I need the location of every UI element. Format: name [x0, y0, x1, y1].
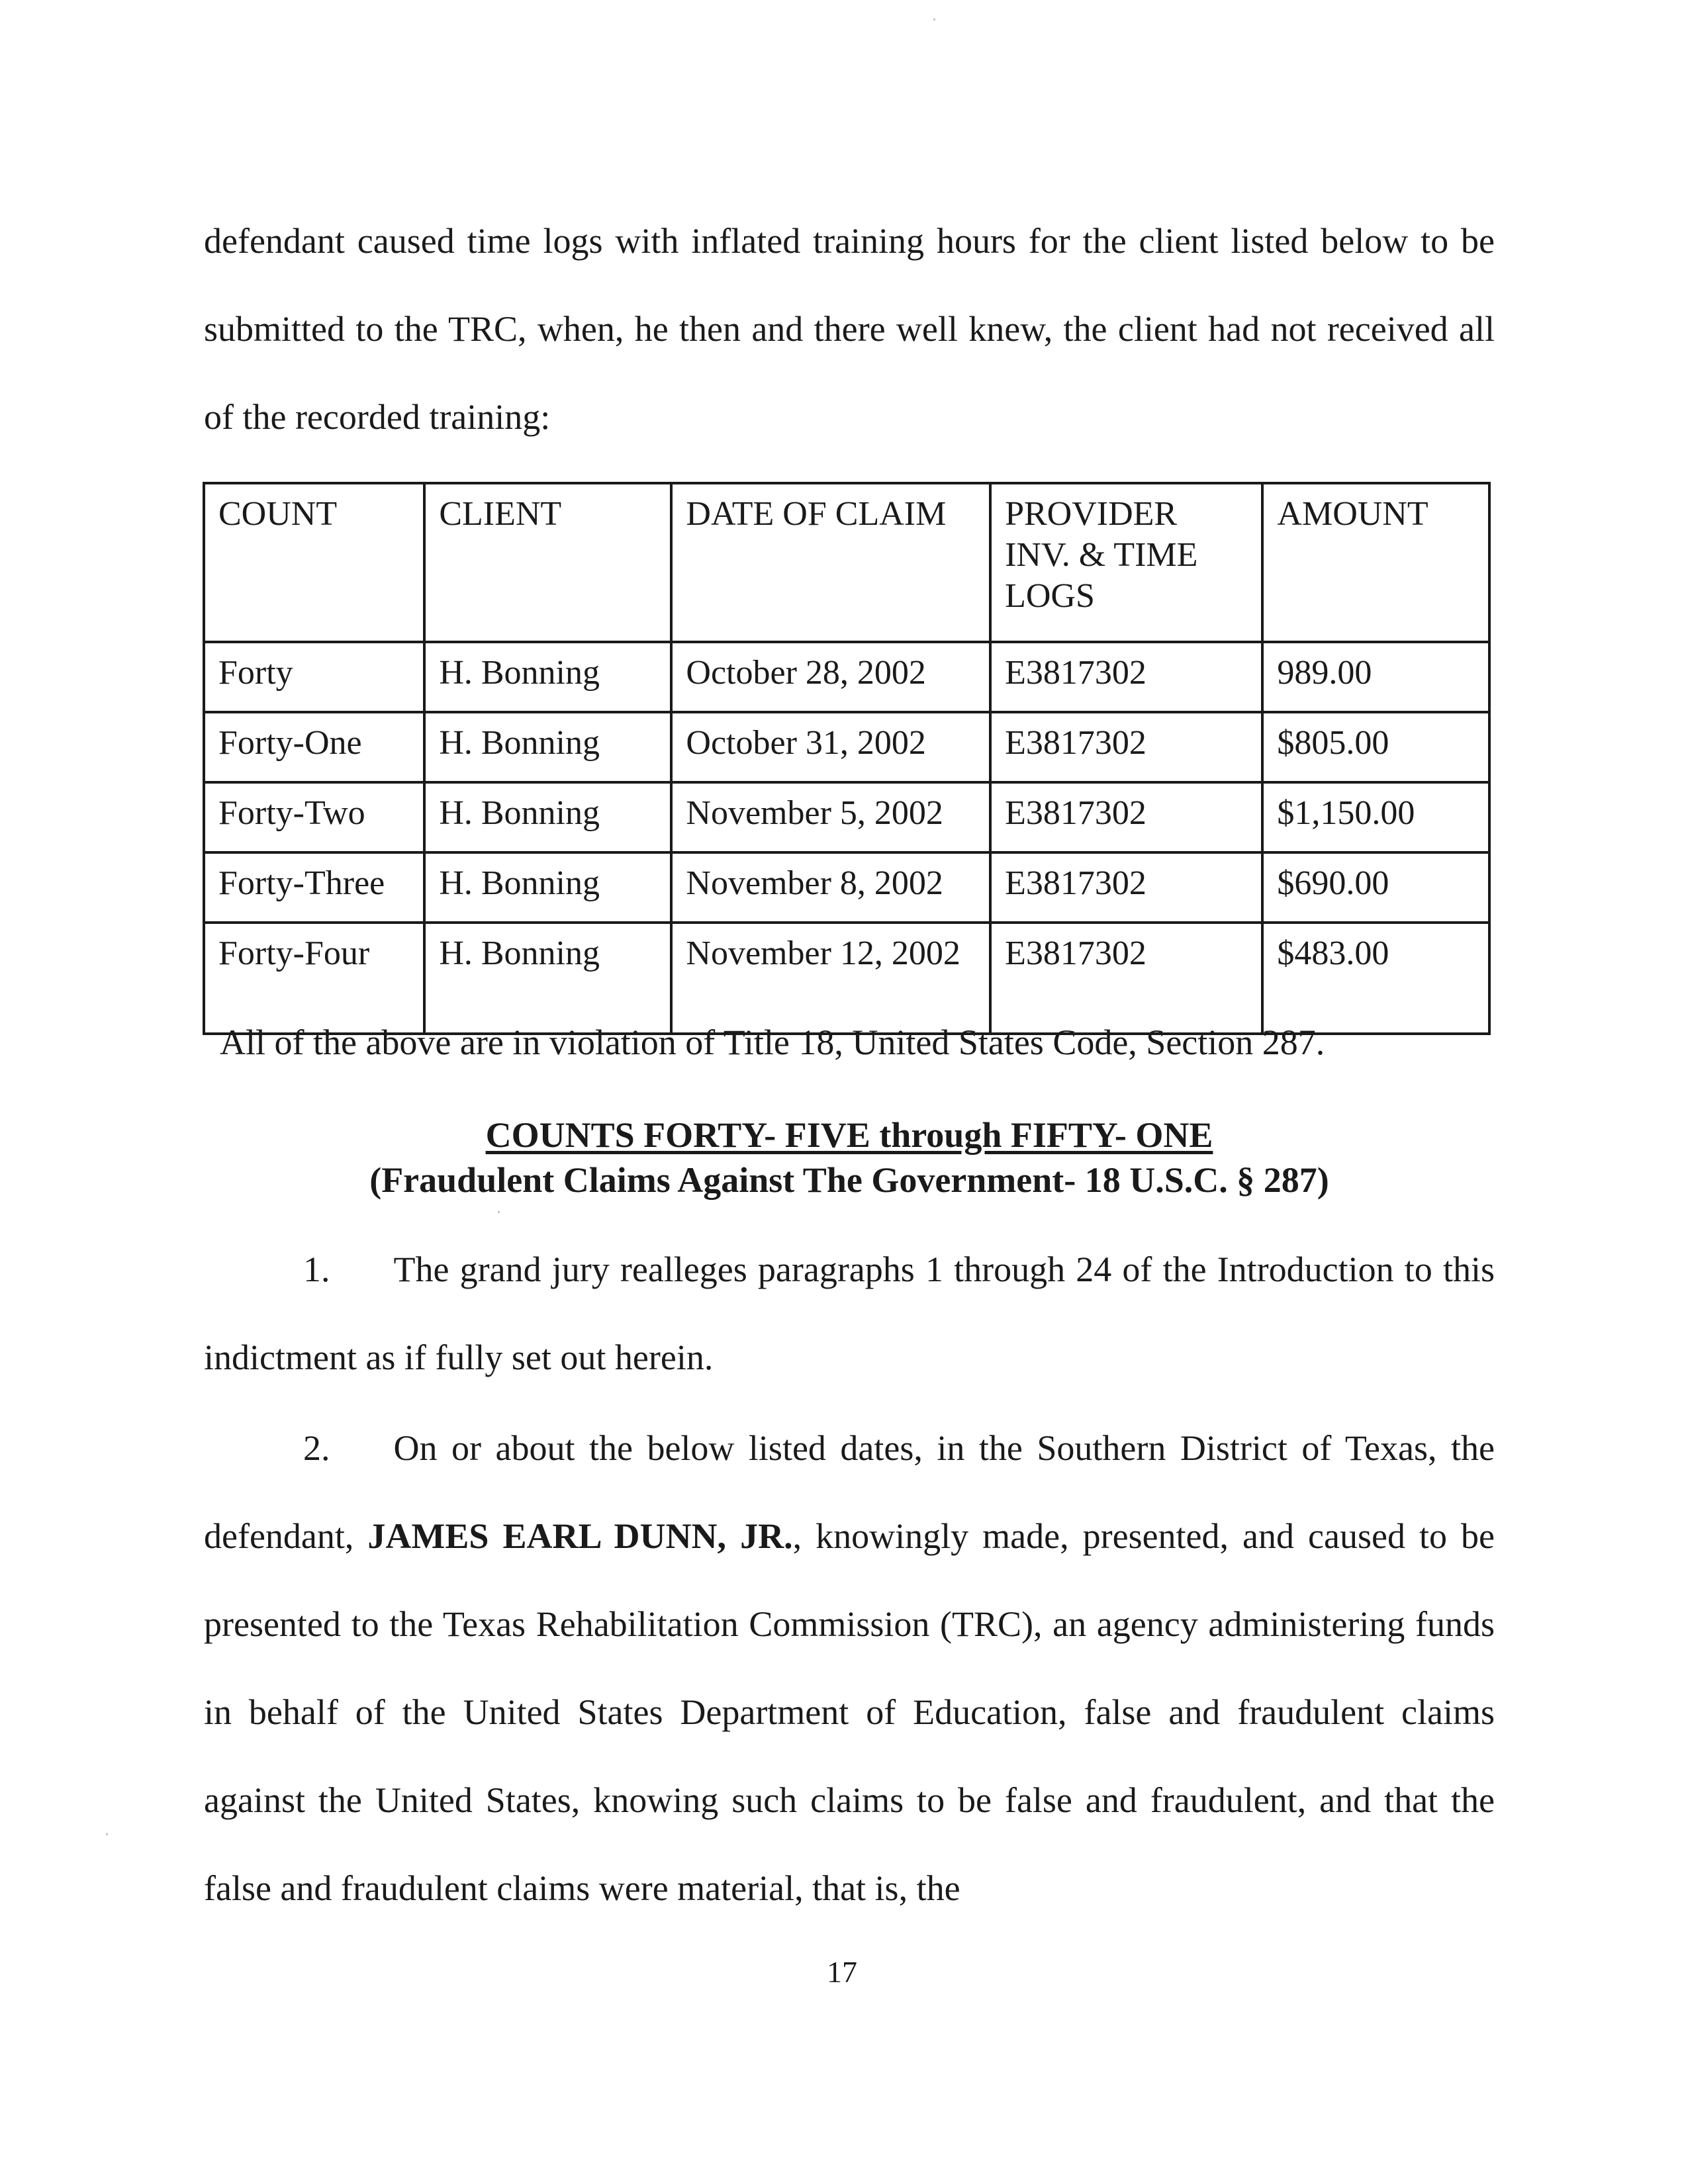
- cell-date: November 8, 2002: [671, 852, 990, 923]
- cell-count: Forty-Two: [204, 782, 424, 852]
- header-provider-logs: PROVIDER INV. & TIME LOGS: [990, 483, 1262, 642]
- cell-date: October 31, 2002: [671, 712, 990, 782]
- counts-table: [203, 482, 1491, 1035]
- cell-count: Forty-Four: [204, 923, 424, 1034]
- cell-amount: 989.00: [1262, 642, 1489, 712]
- scan-speck: [106, 1833, 108, 1835]
- paragraph-2-text-after: , knowingly made, presented, and caused to be presented to the Texas Rehabilitation Commission (TRC), an agency administering funds in behalf of the United States Department of Education, false and fraudulent claims against the United States, knowing such claims to be false and fraudulent, and that the false and fraudulent claims were material, that is, the: [204, 1516, 1495, 1908]
- intro-paragraph: defendant caused time logs with inflated training hours for the client listed below to be submitted to the TRC, when, he then and there well knew, the client had not received all of the recorded training:: [204, 221, 1495, 437]
- violation-statement: All of the above are in violation of Title 18, United States Code, Section 287.: [220, 1023, 1325, 1062]
- header-date-of-claim: DATE OF CLAIM: [671, 483, 990, 642]
- cell-provider: E3817302: [990, 923, 1262, 1034]
- cell-amount: $805.00: [1262, 712, 1489, 782]
- scan-speck: [498, 1211, 500, 1213]
- paragraph-1-text: The grand jury realleges paragraphs 1 through 24 of the Introduction to this indictment as if fully set out herein.: [204, 1250, 1495, 1377]
- defendant-name: JAMES EARL DUNN, JR.: [367, 1516, 793, 1556]
- header-count: COUNT: [204, 483, 424, 642]
- cell-amount: $1,150.00: [1262, 782, 1489, 852]
- table-row: [204, 712, 1489, 782]
- page-number: 17: [827, 1955, 857, 1989]
- paragraph-1: [204, 1226, 1495, 1402]
- cell-date: November 12, 2002: [671, 923, 990, 1034]
- paragraph-2-text-before: On or about the below listed dates, in the Southern District of Texas, the defendant,: [204, 1428, 1495, 1556]
- cell-client: H. Bonning: [424, 782, 671, 852]
- cell-amount: $483.00: [1262, 923, 1489, 1034]
- table-row: [204, 923, 1489, 1034]
- cell-client: H. Bonning: [424, 923, 671, 1034]
- cell-date: October 28, 2002: [671, 642, 990, 712]
- cell-count: Forty-One: [204, 712, 424, 782]
- scan-speck: [933, 19, 935, 21]
- paragraph-1-number: 1.: [303, 1250, 330, 1289]
- cell-client: H. Bonning: [424, 852, 671, 923]
- cell-count: Forty-Three: [204, 852, 424, 923]
- section-heading: COUNTS FORTY- FIVE through FIFTY- ONE: [485, 1115, 1213, 1155]
- table-header-row: [204, 483, 1489, 642]
- cell-provider: E3817302: [990, 712, 1262, 782]
- section-subheading: (Fraudulent Claims Against The Government- 18 U.S.C. § 287): [369, 1160, 1329, 1200]
- header-client: CLIENT: [424, 483, 671, 642]
- table-row: [204, 852, 1489, 923]
- cell-client: H. Bonning: [424, 642, 671, 712]
- paragraph-2-number: 2.: [303, 1428, 330, 1468]
- cell-date: November 5, 2002: [671, 782, 990, 852]
- cell-provider: E3817302: [990, 852, 1262, 923]
- cell-count: Forty: [204, 642, 424, 712]
- cell-client: H. Bonning: [424, 712, 671, 782]
- cell-provider: E3817302: [990, 642, 1262, 712]
- cell-amount: $690.00: [1262, 852, 1489, 923]
- table-row: [204, 642, 1489, 712]
- header-amount: AMOUNT: [1262, 483, 1489, 642]
- cell-provider: E3817302: [990, 782, 1262, 852]
- paragraph-2: [204, 1404, 1495, 1933]
- table-row: [204, 782, 1489, 852]
